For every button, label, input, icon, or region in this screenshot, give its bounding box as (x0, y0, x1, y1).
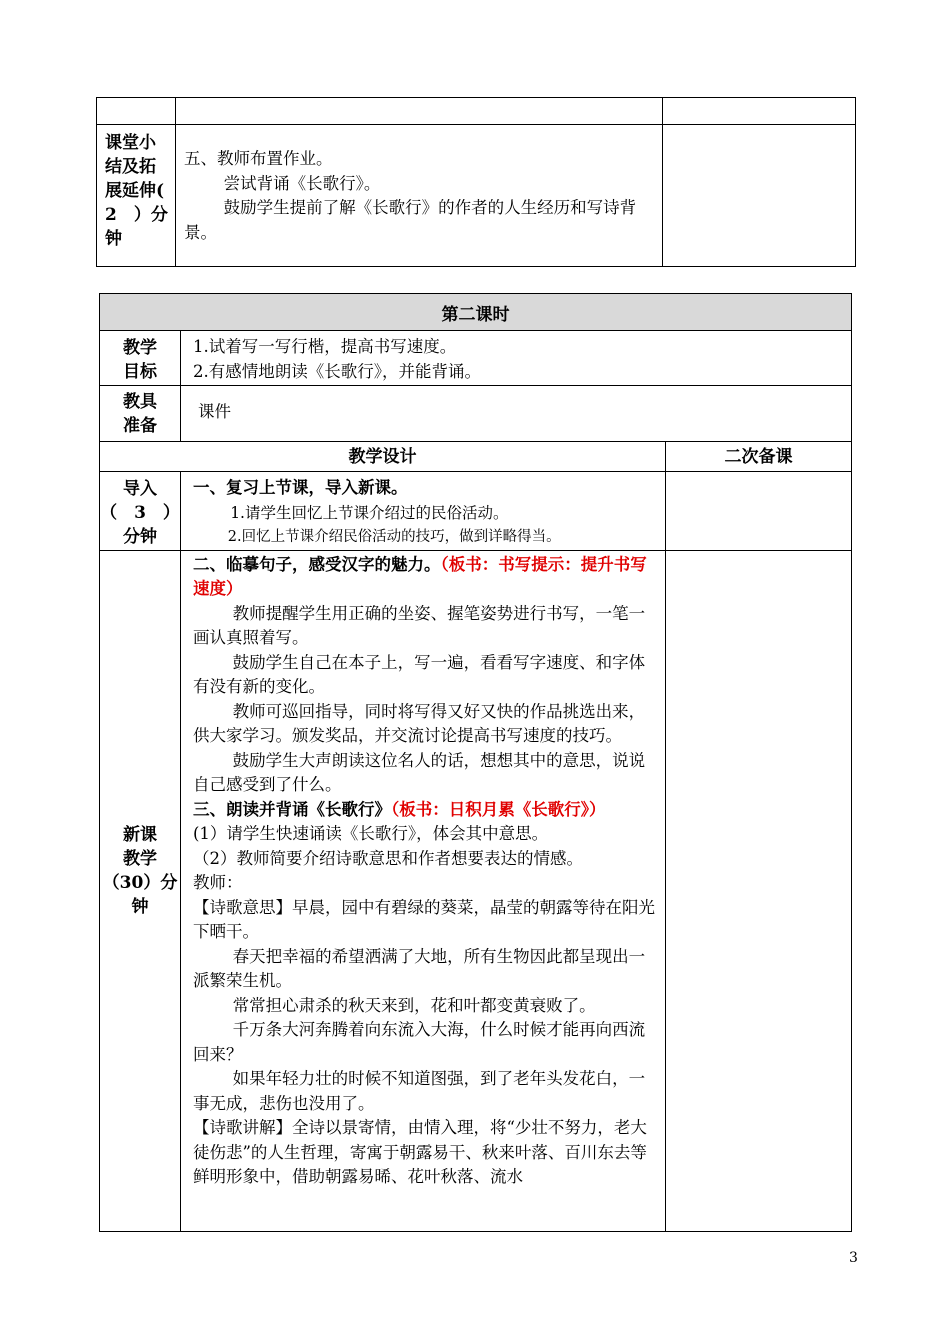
intro-label: 导入 （ 3 ） 分钟 (100, 472, 181, 551)
design-header: 教学设计 (100, 442, 666, 472)
lesson1-table (96, 97, 856, 267)
lesson-title: 第二课时 (100, 294, 852, 331)
summary-backup (663, 125, 856, 267)
new-lesson-row (100, 550, 852, 1231)
new-lesson-content: 二、临摹句子，感受汉字的魅力。（板书：书写提示：提升书写速度） 教师提醒学生用正确的坐姿、握笔姿势进行书写，一笔一画认真照着写。 鼓励学生自己在本子上，写一遍，看看写字速度、和字体有没有新的变化。 教师可巡回指导，同时将写得又好又快的作品挑选出来，供大家学习。颁发奖品，并交流讨论提高书写速度的技巧。 鼓励学生大声朗读这位名人的话，想想其中的意思，说说自己感受到了什么。 三、朗读并背诵《长歌行》（板书：日积月累《长歌行》） (1）请学生快速诵读《长歌行》，体会其中意思。 （2）教师简要介绍诗歌意思和作者想要表达的情感。 教师： 【诗歌意思】早晨，园中有碧绿的葵菜，晶莹的朝露等待在阳光下晒干。 春天把幸福的希望洒满了大地，所有生物因此都呈现出一派繁荣生机。 常常担心肃杀的秋天来到，花和叶都变黄衰败了。 千万条大河奔腾着向东流入大海，什么时候才能再向西流回来？ 如果年轻力壮的时候不知道图强，到了老年头发花白，一事无成，悲伤也没用了。 【诗歌讲解】全诗以景寄情，由情入理，将“少壮不努力，老大徒伤悲”的人生哲理，寄寓于朝露易干、秋来叶落、百川东去等鲜明形象中，借助朝露易晞、花叶秋落、流水 (181, 550, 666, 1231)
intro-backup (666, 472, 852, 551)
intro-row (100, 472, 852, 551)
goals-label: 教学 目标 (100, 331, 181, 386)
blank-row (97, 98, 856, 125)
goals-content: 1.试着写一写行楷，提高书写速度。 2.有感情地朗读《长歌行》，并能背诵。 (181, 331, 852, 386)
summary-label: 课堂小 结及拓 展延伸( 2 ）分 钟 (97, 125, 176, 267)
lesson2-table (99, 293, 852, 1232)
tools-label: 教具 准备 (100, 386, 181, 442)
new-lesson-backup (666, 550, 852, 1231)
backup-header: 二次备课 (666, 442, 852, 472)
summary-content: 五、教师布置作业。 尝试背诵《长歌行》。 鼓励学生提前了解《长歌行》的作者的人生经历和写诗背景。 (176, 125, 663, 267)
tools-row (100, 386, 852, 442)
tools-content: 课件 (181, 386, 852, 442)
design-header-row (100, 442, 852, 472)
new-lesson-label: 新课 教学 （30）分 钟 (100, 550, 181, 1231)
page-number: 3 (849, 1250, 858, 1266)
intro-content: 一、复习上节课，导入新课。 1.请学生回忆上节课介绍过的民俗活动。 2.回忆上节课介绍民俗活动的技巧，做到详略得当。 (181, 472, 666, 551)
summary-row (97, 125, 856, 267)
goals-row (100, 331, 852, 386)
